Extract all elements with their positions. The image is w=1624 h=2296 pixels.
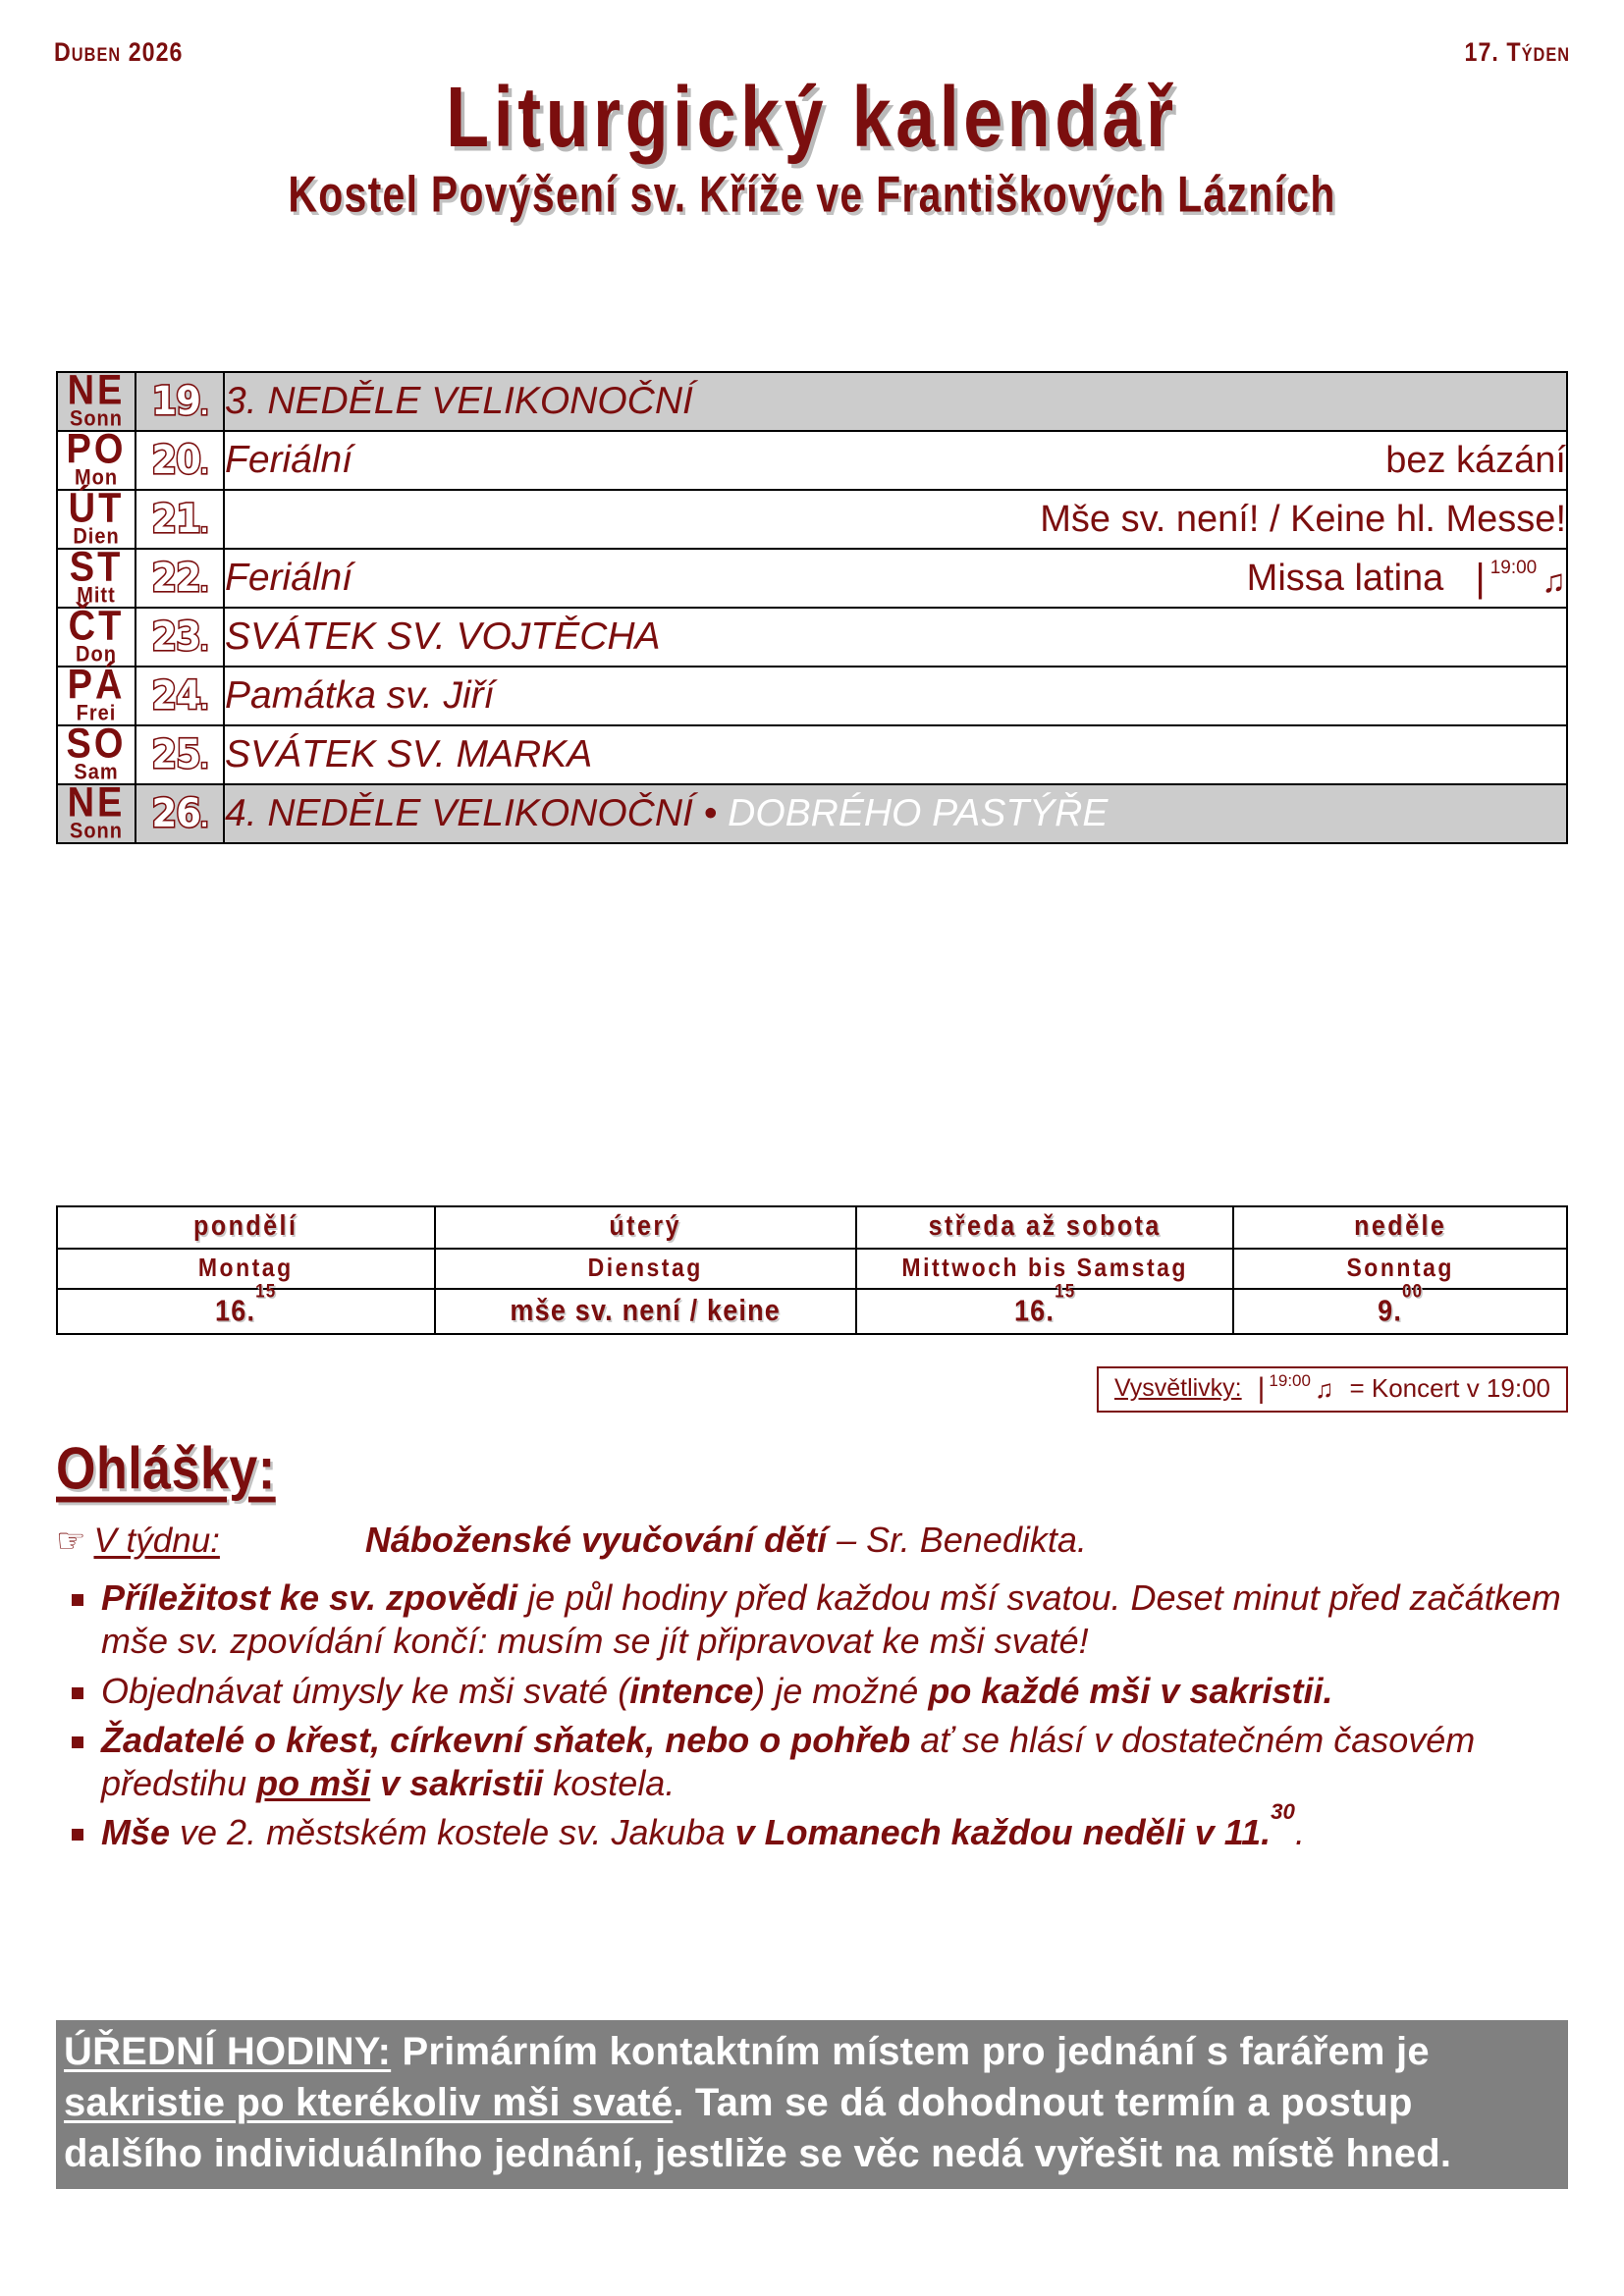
day-short-label: NE [67, 367, 126, 414]
day-german-label: Mon [74, 465, 119, 490]
pointing-hand-icon: ☞ [56, 1522, 86, 1560]
date-number-cell [135, 490, 224, 549]
date-mark: . [199, 569, 208, 597]
announcement-text: . [1294, 1812, 1305, 1853]
date-mark: . [199, 805, 208, 832]
schedule-time-minutes: 15 [255, 1280, 277, 1302]
day-german-label: Sam [74, 760, 119, 784]
calendar-body [57, 367, 1567, 843]
date-number: 25. [151, 732, 208, 777]
schedule-day-czech-label: pondělí [193, 1209, 298, 1242]
day-german-label: Sonn [70, 406, 123, 431]
day-short-label: NE [67, 779, 126, 827]
schedule-time-label: 16.15 [1013, 1280, 1076, 1328]
schedule-row-german [57, 1249, 1567, 1289]
announcement-text: Objednávat úmysly ke mši svaté ( [101, 1670, 630, 1711]
announcement-item [56, 1670, 1573, 1713]
concert-marker [1475, 557, 1566, 600]
schedule-day-german [435, 1249, 856, 1289]
day-abbrev-cell [57, 603, 135, 667]
date-mark: . [199, 746, 208, 774]
announcement-text: kostela. [543, 1763, 676, 1804]
schedule-day-german-label: Dienstag [587, 1253, 703, 1282]
schedule-time-cell [435, 1289, 856, 1334]
date-number: 22. [151, 556, 208, 601]
event-cell [224, 725, 1567, 784]
schedule-time-cell [1233, 1280, 1567, 1334]
top-meta-bar [54, 37, 1570, 68]
announcement-emphasis [256, 1763, 370, 1803]
legend-meaning: = Koncert v 19:00 [1349, 1373, 1550, 1403]
legend-time: 19:00 [1269, 1370, 1311, 1390]
schedule-day-czech [1233, 1206, 1567, 1249]
weekly-announcement [56, 1520, 1573, 1561]
event-row [225, 667, 1566, 724]
date-number-cell [135, 725, 224, 784]
event-cell [224, 372, 1567, 431]
schedule-time-minutes: 00 [1402, 1280, 1424, 1302]
music-note-icon: ♫ [1314, 1374, 1334, 1404]
day-abbrev-cell [57, 721, 135, 784]
week-label: V týdnu: [93, 1522, 220, 1560]
date-number: 19. [151, 379, 208, 424]
day-short-label: SO [66, 721, 127, 768]
announcement-item [56, 1576, 1573, 1664]
calendar-row [57, 667, 1567, 725]
event-cell [224, 784, 1567, 843]
event-cell [224, 549, 1567, 608]
concert-time: 19:00 [1489, 558, 1538, 578]
schedule-day-czech [856, 1206, 1234, 1249]
schedule-day-german [856, 1249, 1234, 1289]
day-abbrev-cell [57, 367, 135, 431]
schedule-time-label: mše sv. není / keine [510, 1293, 782, 1327]
announcement-lead: Žadatelé o křest, církevní sňatek, nebo o pohřeb [101, 1719, 911, 1760]
schedule-day-german-label: Sonntag [1346, 1253, 1454, 1282]
calendar-row [57, 490, 1567, 549]
schedule-time-minutes: 15 [1055, 1280, 1076, 1302]
office-hours-box [56, 2020, 1568, 2189]
schedule-day-czech-label: neděle [1354, 1209, 1447, 1242]
event-title: 3. NEDĚLE VELIKONOČNÍ [225, 380, 693, 422]
announcement-text [1079, 1671, 1089, 1711]
announcement-emphasis: po každé [928, 1670, 1080, 1711]
date-mark: . [199, 687, 208, 715]
day-german-label: Dien [73, 524, 120, 549]
office-hours-text-1: Primárním kontaktním místem pro jednání s farářem je [391, 2030, 1430, 2073]
announcement-emphasis: v Lomanech každou neděli v 11. [734, 1812, 1272, 1853]
day-german-label: Don [76, 642, 117, 667]
music-note-icon: ♫ [1542, 561, 1566, 599]
schedule-time-label: 16.15 [215, 1280, 277, 1328]
office-hours-label: ÚŘEDNÍ HODINY: [64, 2030, 392, 2073]
page-title: Liturgický kalendář [446, 68, 1178, 166]
time-minutes-superscript: 30 [1271, 1798, 1295, 1824]
calendar-row [57, 725, 1567, 784]
schedule-day-czech [57, 1206, 435, 1249]
day-short-label: ČT [68, 603, 125, 650]
event-row [225, 432, 1566, 489]
calendar-row [57, 372, 1567, 431]
event-cell [224, 608, 1567, 667]
schedule-row-czech [57, 1206, 1567, 1249]
vertical-bar-icon: | [1257, 1372, 1266, 1405]
date-number: 23. [151, 614, 208, 660]
event-title: Feriální [225, 439, 353, 481]
month-year-label: Duben 2026 [54, 37, 184, 67]
announcement-list [56, 1576, 1573, 1855]
announcement-emphasis: intence [629, 1670, 754, 1711]
schedule-time-cell [57, 1280, 435, 1334]
event-title: SVÁTEK SV. MARKA [225, 733, 593, 775]
date-number-cell [135, 667, 224, 725]
event-title: 4. NEDĚLE VELIKONOČNÍ • DOBRÉHO PASTÝŘE [225, 792, 1109, 834]
announcements-heading: Ohlášky: [56, 1436, 276, 1503]
event-cell [224, 431, 1567, 490]
event-row [225, 491, 1566, 548]
day-german-label: Frei [76, 701, 117, 725]
date-mark: . [199, 628, 208, 656]
announcement-emphasis: v sakristii [380, 1763, 544, 1804]
day-short-label: ÚT [68, 485, 125, 532]
calendar-row [57, 784, 1567, 843]
schedule-time-cell [856, 1280, 1234, 1334]
date-number-cell [135, 431, 224, 490]
vertical-bar-icon: | [1475, 557, 1486, 600]
mass-schedule-table [56, 1205, 1568, 1335]
announcement-lead: Příležitost ke sv. zpovědi [101, 1577, 518, 1618]
date-number: 24. [151, 673, 208, 719]
date-number-cell [135, 372, 224, 431]
day-short-label: PO [66, 426, 127, 473]
date-number-cell [135, 784, 224, 843]
event-note: Mše sv. není! / Keine hl. Messe! [1040, 498, 1566, 540]
day-short-label: ST [69, 544, 124, 591]
date-number: 20. [151, 438, 208, 483]
announcement-text: ve 2. městském kostele sv. Jakuba [170, 1812, 735, 1853]
schedule-row-times [57, 1289, 1567, 1334]
date-number: 21. [151, 497, 208, 542]
title-block [0, 68, 1624, 223]
schedule-day-german-label: Montag [197, 1253, 294, 1282]
week-announcement-text [365, 1520, 1087, 1561]
day-abbrev-cell [57, 485, 135, 549]
date-mark: . [199, 510, 208, 538]
schedule-day-czech-label: středa až sobota [928, 1209, 1162, 1242]
event-row [225, 373, 1566, 430]
event-cell [224, 667, 1567, 725]
announcement-lead: Mše [101, 1812, 171, 1853]
day-abbrev-cell [57, 544, 135, 608]
event-separator: • [692, 792, 729, 834]
date-number-cell [135, 608, 224, 667]
event-title: SVÁTEK SV. VOJTĚCHA [225, 615, 661, 658]
calendar-row [57, 608, 1567, 667]
page-subtitle: Kostel Povýšení sv. Kříže ve Františkových Lázních [288, 166, 1336, 223]
day-german-label: Sonn [70, 819, 123, 843]
schedule-time-label: 9.00 [1378, 1280, 1424, 1328]
event-title: Památka sv. Jiří [225, 674, 495, 717]
event-title-secondary: DOBRÉHO PASTÝŘE [728, 792, 1109, 834]
announcement-emphasis: mši v sakristii. [1089, 1670, 1333, 1711]
day-short-label: PÁ [67, 662, 126, 709]
event-row [225, 609, 1566, 666]
announcement-item [56, 1719, 1573, 1806]
event-cell [224, 490, 1567, 549]
calendar-row [57, 431, 1567, 490]
event-row [225, 550, 1566, 607]
legend-label: Vysvětlivky: [1113, 1374, 1242, 1402]
day-german-label: Mitt [77, 583, 116, 608]
week-announcement-rest: – Sr. Benedikta. [827, 1520, 1087, 1560]
announcement-text: je půl hodiny před každou mší svatou. Deset minut před začátkem mše sv. zpovídání končí: musím se jít připravovat ke mši svaté! [101, 1577, 1561, 1662]
announcement-text: ať se hlásí v dostatečném časovém předstihu [101, 1719, 1476, 1804]
date-mark: . [199, 452, 208, 479]
office-hours-text-2: . Tam se dá dohodnout termín a postup dalšího individuálního jednání, jestliže se věc nedá vyřešit na místě hned. [64, 2081, 1452, 2175]
announcements-section [56, 1520, 1573, 1861]
day-abbrev-cell [57, 426, 135, 490]
event-title: Feriální [225, 557, 353, 599]
schedule-day-czech [435, 1206, 856, 1249]
event-note: bez kázání [1385, 439, 1566, 481]
day-abbrev-cell [57, 779, 135, 843]
event-note: Missa latina [1246, 557, 1444, 599]
announcement-text: ) je možné [753, 1670, 929, 1711]
announcement-underline: po mši [256, 1763, 371, 1804]
date-number-cell [135, 549, 224, 608]
schedule-day-german [57, 1249, 435, 1289]
announcement-text [370, 1763, 380, 1803]
announcement-item [56, 1798, 1573, 1854]
week-announcement-bold: Náboženské vyučování dětí [364, 1520, 828, 1560]
announcement-emphasis [1271, 1798, 1295, 1852]
date-number: 26. [151, 791, 208, 836]
schedule-day-czech-label: úterý [609, 1209, 682, 1242]
schedule-day-german [1233, 1249, 1567, 1289]
schedule-day-german-label: Mittwoch bis Samstag [901, 1253, 1188, 1282]
concert-symbol [1257, 1370, 1334, 1405]
office-hours-underlined: sakristie po kterékoliv mši svaté [64, 2081, 674, 2124]
event-row [225, 726, 1566, 783]
day-abbrev-cell [57, 662, 135, 725]
calendar-row [57, 549, 1567, 608]
week-number-label: 17. Týden [1464, 37, 1570, 67]
legend-box [1097, 1366, 1568, 1413]
date-mark: . [199, 393, 208, 420]
event-row [225, 785, 1566, 842]
liturgical-calendar-table [56, 367, 1568, 844]
